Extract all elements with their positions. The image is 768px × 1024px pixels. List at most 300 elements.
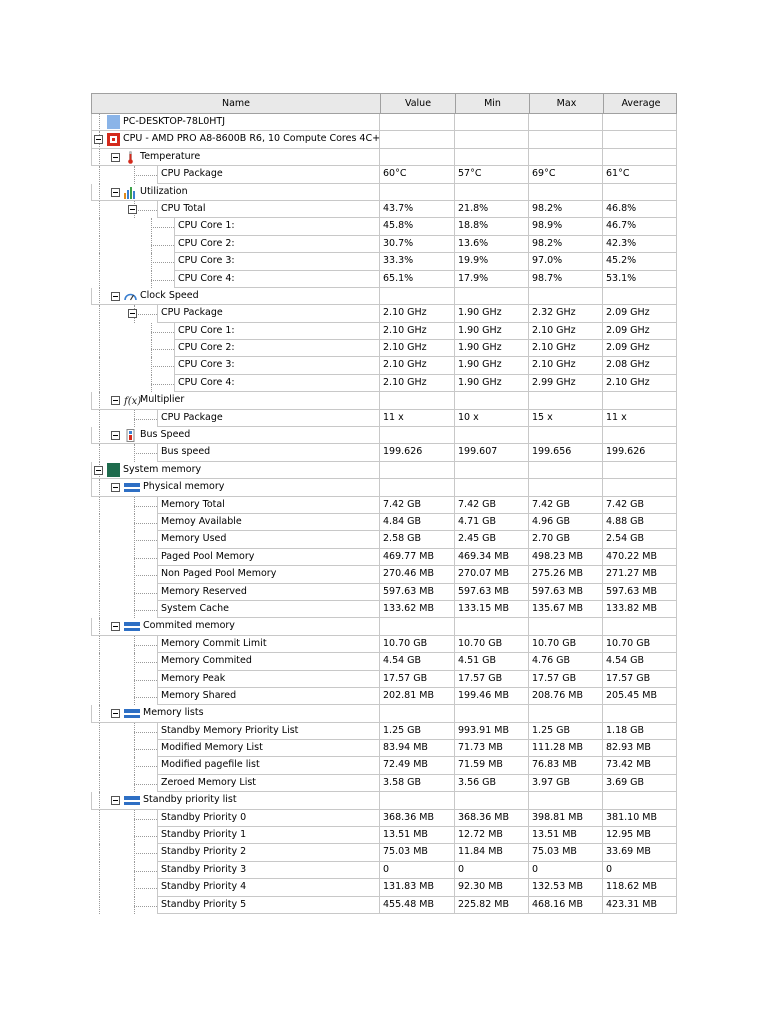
avg-cell bbox=[603, 392, 677, 409]
min-cell bbox=[455, 462, 529, 479]
tree-vertical-line bbox=[99, 897, 100, 914]
avg-cell: 4.88 GB bbox=[603, 514, 677, 531]
name-cell: Memory Commit Limit bbox=[157, 636, 380, 653]
tree-row[interactable] bbox=[91, 305, 677, 322]
tree-row[interactable] bbox=[91, 375, 677, 392]
tree-vertical-line bbox=[134, 862, 135, 879]
value-cell: 2.10 GHz bbox=[380, 357, 455, 374]
avg-cell: 46.8% bbox=[603, 201, 677, 218]
max-cell: 2.10 GHz bbox=[529, 357, 603, 374]
tree-vertical-line bbox=[99, 671, 100, 688]
name-cell: Memory Peak bbox=[157, 671, 380, 688]
tree-vertical-line bbox=[151, 340, 152, 357]
max-cell: 69°C bbox=[529, 166, 603, 183]
tree-vertical-line bbox=[151, 253, 152, 270]
avg-cell: 45.2% bbox=[603, 253, 677, 270]
avg-cell: 199.626 bbox=[603, 444, 677, 461]
tree-row[interactable] bbox=[91, 514, 677, 531]
value-cell: 43.7% bbox=[380, 201, 455, 218]
min-cell: 0 bbox=[455, 862, 529, 879]
max-cell: 111.28 MB bbox=[529, 740, 603, 757]
tree-row[interactable] bbox=[91, 253, 677, 270]
function-icon bbox=[124, 394, 142, 408]
min-cell: 71.59 MB bbox=[455, 757, 529, 774]
name-cell: Memory lists bbox=[91, 705, 380, 722]
collapse-toggle-icon[interactable] bbox=[128, 309, 137, 318]
tree-branch-line bbox=[151, 349, 174, 350]
svg-text:f(x): f(x) bbox=[124, 396, 142, 408]
tree-vertical-line bbox=[99, 740, 100, 757]
tree-row[interactable] bbox=[91, 166, 677, 183]
tree-vertical-line bbox=[134, 444, 135, 461]
max-cell: 76.83 MB bbox=[529, 757, 603, 774]
value-cell: 75.03 MB bbox=[380, 844, 455, 861]
tree-row[interactable] bbox=[91, 775, 677, 792]
avg-cell: 10.70 GB bbox=[603, 636, 677, 653]
avg-cell bbox=[603, 427, 677, 444]
value-cell bbox=[380, 392, 455, 409]
collapse-toggle-icon[interactable] bbox=[128, 205, 137, 214]
tree-row[interactable] bbox=[91, 740, 677, 757]
min-cell bbox=[455, 392, 529, 409]
max-cell: 13.51 MB bbox=[529, 827, 603, 844]
min-cell: 597.63 MB bbox=[455, 584, 529, 601]
name-cell: Standby Priority 4 bbox=[157, 879, 380, 896]
name-cell: Bus speed bbox=[157, 444, 380, 461]
value-cell bbox=[380, 131, 455, 148]
tree-row[interactable] bbox=[91, 601, 677, 618]
min-cell: 21.8% bbox=[455, 201, 529, 218]
tree-row[interactable] bbox=[91, 723, 677, 740]
max-cell: 7.42 GB bbox=[529, 497, 603, 514]
avg-cell: 2.54 GB bbox=[603, 531, 677, 548]
avg-cell: 133.82 MB bbox=[603, 601, 677, 618]
tree-row[interactable] bbox=[91, 844, 677, 861]
tree-row[interactable] bbox=[91, 757, 677, 774]
tree-vertical-line bbox=[99, 584, 100, 601]
value-cell: 4.54 GB bbox=[380, 653, 455, 670]
tree-row[interactable] bbox=[91, 618, 677, 635]
tree-row[interactable] bbox=[91, 114, 677, 131]
max-cell: 2.99 GHz bbox=[529, 375, 603, 392]
tree-branch-line bbox=[134, 523, 157, 524]
tree-vertical-line bbox=[151, 236, 152, 253]
max-cell bbox=[529, 705, 603, 722]
min-cell bbox=[455, 131, 529, 148]
name-cell: Standby Memory Priority List bbox=[157, 723, 380, 740]
value-cell: 33.3% bbox=[380, 253, 455, 270]
max-cell bbox=[529, 392, 603, 409]
tree-branch-line bbox=[134, 662, 157, 663]
value-cell: 45.8% bbox=[380, 218, 455, 235]
tree-vertical-line bbox=[99, 549, 100, 566]
max-cell bbox=[529, 114, 603, 131]
tree-vertical-line bbox=[134, 810, 135, 827]
bus-icon bbox=[124, 429, 137, 442]
name-cell: Bus Speed bbox=[91, 427, 380, 444]
tree-vertical-line bbox=[99, 514, 100, 531]
max-cell: 2.10 GHz bbox=[529, 323, 603, 340]
tree-branch-line bbox=[134, 453, 157, 454]
name-cell: Standby priority list bbox=[91, 792, 380, 809]
tree-row[interactable] bbox=[91, 810, 677, 827]
tree-vertical-line bbox=[99, 236, 100, 253]
max-cell: 15 x bbox=[529, 410, 603, 427]
tree-row[interactable] bbox=[91, 792, 677, 809]
value-cell: 131.83 MB bbox=[380, 879, 455, 896]
min-cell: 199.607 bbox=[455, 444, 529, 461]
tree-row[interactable] bbox=[91, 636, 677, 653]
name-cell: Standby Priority 5 bbox=[157, 897, 380, 914]
min-cell: 12.72 MB bbox=[455, 827, 529, 844]
tree-vertical-line bbox=[99, 688, 100, 705]
value-cell: 2.10 GHz bbox=[380, 323, 455, 340]
min-cell: 2.45 GB bbox=[455, 531, 529, 548]
name-cell: CPU Core 4: bbox=[174, 375, 380, 392]
avg-cell: 46.7% bbox=[603, 218, 677, 235]
tree-row[interactable] bbox=[91, 236, 677, 253]
tree-row[interactable] bbox=[91, 897, 677, 914]
collapse-toggle-icon[interactable] bbox=[111, 431, 120, 440]
tree-branch-line bbox=[134, 836, 157, 837]
collapse-toggle-icon[interactable] bbox=[111, 188, 120, 197]
min-cell: 368.36 MB bbox=[455, 810, 529, 827]
value-cell: 72.49 MB bbox=[380, 757, 455, 774]
tree-vertical-line bbox=[99, 218, 100, 235]
tree-vertical-line bbox=[134, 688, 135, 705]
memory-bar-icon bbox=[124, 481, 140, 494]
max-cell: 208.76 MB bbox=[529, 688, 603, 705]
value-cell bbox=[380, 114, 455, 131]
avg-cell: 423.31 MB bbox=[603, 897, 677, 914]
avg-cell bbox=[603, 184, 677, 201]
tree-vertical-line bbox=[99, 879, 100, 896]
tree-branch-line bbox=[134, 819, 157, 820]
min-cell: 199.46 MB bbox=[455, 688, 529, 705]
tree-vertical-line bbox=[151, 375, 152, 392]
value-cell bbox=[380, 288, 455, 305]
tree-vertical-line bbox=[134, 757, 135, 774]
avg-cell: 73.42 MB bbox=[603, 757, 677, 774]
tree-vertical-line bbox=[151, 271, 152, 288]
avg-cell: 33.69 MB bbox=[603, 844, 677, 861]
name-cell: CPU Package bbox=[157, 166, 380, 183]
max-cell: 498.23 MB bbox=[529, 549, 603, 566]
value-cell: 4.84 GB bbox=[380, 514, 455, 531]
tree-branch-line bbox=[151, 384, 174, 385]
tree-row[interactable] bbox=[91, 340, 677, 357]
avg-cell bbox=[603, 131, 677, 148]
avg-cell: 0 bbox=[603, 862, 677, 879]
tree-branch-line bbox=[134, 540, 157, 541]
name-cell: System Cache bbox=[157, 601, 380, 618]
tree-branch-line bbox=[134, 593, 157, 594]
name-cell: Memory Shared bbox=[157, 688, 380, 705]
max-cell bbox=[529, 479, 603, 496]
tree-vertical-line bbox=[99, 323, 100, 340]
tree-branch-line bbox=[151, 227, 174, 228]
tree-row[interactable] bbox=[91, 271, 677, 288]
min-cell: 1.90 GHz bbox=[455, 340, 529, 357]
value-cell bbox=[380, 792, 455, 809]
value-cell bbox=[380, 427, 455, 444]
column-header-name[interactable]: Name bbox=[92, 94, 381, 114]
max-cell: 468.16 MB bbox=[529, 897, 603, 914]
name-cell: Utilization bbox=[91, 184, 380, 201]
avg-cell: 3.69 GB bbox=[603, 775, 677, 792]
min-cell bbox=[455, 792, 529, 809]
tree-branch-line bbox=[134, 645, 157, 646]
tree-branch-line bbox=[134, 906, 157, 907]
tree-row[interactable] bbox=[91, 705, 677, 722]
name-cell: CPU Core 3: bbox=[174, 253, 380, 270]
collapse-toggle-icon[interactable] bbox=[111, 709, 120, 718]
tree-vertical-line bbox=[134, 827, 135, 844]
min-cell: 270.07 MB bbox=[455, 566, 529, 583]
tree-row[interactable] bbox=[91, 357, 677, 374]
collapse-toggle-icon[interactable] bbox=[94, 135, 103, 144]
value-cell: 455.48 MB bbox=[380, 897, 455, 914]
tree-row[interactable] bbox=[91, 584, 677, 601]
computer-icon bbox=[107, 116, 120, 129]
tree-row[interactable] bbox=[91, 827, 677, 844]
min-cell: 19.9% bbox=[455, 253, 529, 270]
value-cell bbox=[380, 184, 455, 201]
gauge-icon bbox=[124, 290, 137, 303]
max-cell bbox=[529, 427, 603, 444]
tree-row[interactable] bbox=[91, 427, 677, 444]
tree-row[interactable] bbox=[91, 392, 677, 409]
name-cell: CPU Core 4: bbox=[174, 271, 380, 288]
tree-branch-line bbox=[134, 853, 157, 854]
min-cell: 17.57 GB bbox=[455, 671, 529, 688]
name-cell: PC-DESKTOP-78L0HTJ bbox=[91, 114, 380, 131]
memory-bar-icon bbox=[124, 794, 140, 807]
tree-row[interactable] bbox=[91, 531, 677, 548]
min-cell: 10.70 GB bbox=[455, 636, 529, 653]
tree-vertical-line bbox=[134, 740, 135, 757]
max-cell: 17.57 GB bbox=[529, 671, 603, 688]
value-cell: 7.42 GB bbox=[380, 497, 455, 514]
name-cell: CPU Core 1: bbox=[174, 218, 380, 235]
tree-vertical-line bbox=[99, 862, 100, 879]
value-cell: 13.51 MB bbox=[380, 827, 455, 844]
name-cell: CPU Core 1: bbox=[174, 323, 380, 340]
tree-row[interactable] bbox=[91, 688, 677, 705]
max-cell: 4.76 GB bbox=[529, 653, 603, 670]
name-cell: Memoy Available bbox=[157, 514, 380, 531]
min-cell bbox=[455, 705, 529, 722]
tree-row[interactable] bbox=[91, 323, 677, 340]
tree-vertical-line bbox=[99, 775, 100, 792]
name-cell: Memory Reserved bbox=[157, 584, 380, 601]
name-cell: Standby Priority 0 bbox=[157, 810, 380, 827]
name-cell: CPU Total bbox=[157, 201, 380, 218]
value-cell: 0 bbox=[380, 862, 455, 879]
tree-vertical-line bbox=[99, 271, 100, 288]
collapse-toggle-icon[interactable] bbox=[111, 796, 120, 805]
avg-cell: 205.45 MB bbox=[603, 688, 677, 705]
value-cell bbox=[380, 462, 455, 479]
tree-row[interactable] bbox=[91, 149, 677, 166]
max-cell: 135.67 MB bbox=[529, 601, 603, 618]
tree-row[interactable] bbox=[91, 131, 677, 148]
value-cell: 368.36 MB bbox=[380, 810, 455, 827]
tree-branch-line bbox=[134, 888, 157, 889]
tree-branch-line bbox=[134, 871, 157, 872]
tree-row[interactable] bbox=[91, 479, 677, 496]
max-cell: 97.0% bbox=[529, 253, 603, 270]
min-cell: 57°C bbox=[455, 166, 529, 183]
avg-cell: 82.93 MB bbox=[603, 740, 677, 757]
avg-cell bbox=[603, 462, 677, 479]
collapse-toggle-icon[interactable] bbox=[111, 292, 120, 301]
tree-vertical-line bbox=[134, 566, 135, 583]
avg-cell: 2.10 GHz bbox=[603, 375, 677, 392]
max-cell: 2.10 GHz bbox=[529, 340, 603, 357]
tree-branch-line bbox=[134, 175, 157, 176]
tree-row[interactable] bbox=[91, 671, 677, 688]
tree-vertical-line bbox=[134, 601, 135, 618]
column-header-value[interactable]: Value bbox=[381, 94, 456, 114]
memory-chip-icon bbox=[107, 464, 120, 477]
min-cell: 469.34 MB bbox=[455, 549, 529, 566]
tree-row[interactable] bbox=[91, 201, 677, 218]
name-cell: CPU Core 2: bbox=[174, 340, 380, 357]
avg-cell: 2.08 GHz bbox=[603, 357, 677, 374]
tree-vertical-line bbox=[134, 584, 135, 601]
tree-vertical-line bbox=[134, 636, 135, 653]
tree-branch-line bbox=[134, 749, 157, 750]
tree-row[interactable] bbox=[91, 566, 677, 583]
max-cell bbox=[529, 131, 603, 148]
tree-row[interactable] bbox=[91, 549, 677, 566]
column-header-row bbox=[91, 93, 677, 114]
avg-cell: 61°C bbox=[603, 166, 677, 183]
min-cell: 71.73 MB bbox=[455, 740, 529, 757]
tree-vertical-line bbox=[151, 357, 152, 374]
collapse-toggle-icon[interactable] bbox=[111, 622, 120, 631]
memory-bar-icon bbox=[124, 620, 140, 633]
tree-vertical-line bbox=[99, 375, 100, 392]
tree-vertical-line bbox=[134, 497, 135, 514]
value-cell bbox=[380, 705, 455, 722]
value-cell: 60°C bbox=[380, 166, 455, 183]
value-cell: 199.626 bbox=[380, 444, 455, 461]
value-cell: 133.62 MB bbox=[380, 601, 455, 618]
cpu-icon bbox=[107, 133, 120, 146]
tree-row[interactable] bbox=[91, 497, 677, 514]
column-header-average[interactable]: Average bbox=[621, 98, 661, 109]
name-cell: Memory Total bbox=[157, 497, 380, 514]
min-cell bbox=[455, 149, 529, 166]
min-cell: 4.51 GB bbox=[455, 653, 529, 670]
max-cell: 4.96 GB bbox=[529, 514, 603, 531]
name-cell: Modified Memory List bbox=[157, 740, 380, 757]
tree-row[interactable] bbox=[91, 444, 677, 461]
name-cell: Modified pagefile list bbox=[157, 757, 380, 774]
min-cell: 133.15 MB bbox=[455, 601, 529, 618]
tree-row[interactable] bbox=[91, 218, 677, 235]
name-cell: Commited memory bbox=[91, 618, 380, 635]
column-header-min[interactable]: Min bbox=[456, 94, 530, 114]
max-cell: 0 bbox=[529, 862, 603, 879]
collapse-toggle-icon[interactable] bbox=[94, 466, 103, 475]
tree-row[interactable] bbox=[91, 410, 677, 427]
tree-row[interactable] bbox=[91, 288, 677, 305]
min-cell: 1.90 GHz bbox=[455, 305, 529, 322]
tree-branch-line bbox=[134, 419, 157, 420]
tree-branch-line bbox=[151, 245, 174, 246]
tree-vertical-line bbox=[99, 340, 100, 357]
memory-bar-icon bbox=[124, 707, 140, 720]
name-cell: Physical memory bbox=[91, 479, 380, 496]
tree-vertical-line bbox=[99, 757, 100, 774]
min-cell: 225.82 MB bbox=[455, 897, 529, 914]
tree-row[interactable] bbox=[91, 653, 677, 670]
max-cell: 98.9% bbox=[529, 218, 603, 235]
name-cell: Standby Priority 1 bbox=[157, 827, 380, 844]
name-cell: CPU Package bbox=[157, 410, 380, 427]
value-cell: 83.94 MB bbox=[380, 740, 455, 757]
avg-cell: 2.09 GHz bbox=[603, 305, 677, 322]
tree-row[interactable] bbox=[91, 862, 677, 879]
min-cell bbox=[455, 114, 529, 131]
tree-vertical-line bbox=[99, 601, 100, 618]
min-cell bbox=[455, 618, 529, 635]
tree-branch-line bbox=[151, 280, 174, 281]
tree-vertical-line bbox=[134, 879, 135, 896]
max-cell bbox=[529, 149, 603, 166]
tree-row[interactable] bbox=[91, 462, 677, 479]
avg-cell: 1.18 GB bbox=[603, 723, 677, 740]
tree-branch-line bbox=[151, 262, 174, 263]
collapse-toggle-icon[interactable] bbox=[111, 396, 120, 405]
value-cell: 2.58 GB bbox=[380, 531, 455, 548]
max-cell: 98.2% bbox=[529, 201, 603, 218]
value-cell: 469.77 MB bbox=[380, 549, 455, 566]
name-cell: Clock Speed bbox=[91, 288, 380, 305]
tree-branch-line bbox=[134, 314, 157, 315]
sensor-grid bbox=[91, 93, 677, 914]
value-cell: 2.10 GHz bbox=[380, 340, 455, 357]
name-cell: Zeroed Memory List bbox=[157, 775, 380, 792]
value-cell: 11 x bbox=[380, 410, 455, 427]
value-cell: 2.10 GHz bbox=[380, 305, 455, 322]
min-cell: 10 x bbox=[455, 410, 529, 427]
tree-branch-line bbox=[134, 210, 157, 211]
avg-cell: 7.42 GB bbox=[603, 497, 677, 514]
name-cell: Standby Priority 2 bbox=[157, 844, 380, 861]
collapse-toggle-icon[interactable] bbox=[111, 483, 120, 492]
tree-vertical-line bbox=[134, 723, 135, 740]
name-cell: Non Paged Pool Memory bbox=[157, 566, 380, 583]
min-cell: 993.91 MB bbox=[455, 723, 529, 740]
tree-row[interactable] bbox=[91, 879, 677, 896]
column-header-max[interactable]: Max bbox=[530, 94, 604, 114]
tree-row[interactable] bbox=[91, 184, 677, 201]
collapse-toggle-icon[interactable] bbox=[111, 153, 120, 162]
value-cell: 3.58 GB bbox=[380, 775, 455, 792]
avg-cell: 12.95 MB bbox=[603, 827, 677, 844]
tree-branch-line bbox=[151, 366, 174, 367]
avg-cell: 4.54 GB bbox=[603, 653, 677, 670]
tree-vertical-line bbox=[151, 218, 152, 235]
avg-cell bbox=[603, 114, 677, 131]
name-cell: CPU - AMD PRO A8-8600B R6, 10 Compute Cores 4C+ bbox=[91, 131, 380, 148]
tree-vertical-line bbox=[134, 897, 135, 914]
tree-vertical-line bbox=[99, 827, 100, 844]
